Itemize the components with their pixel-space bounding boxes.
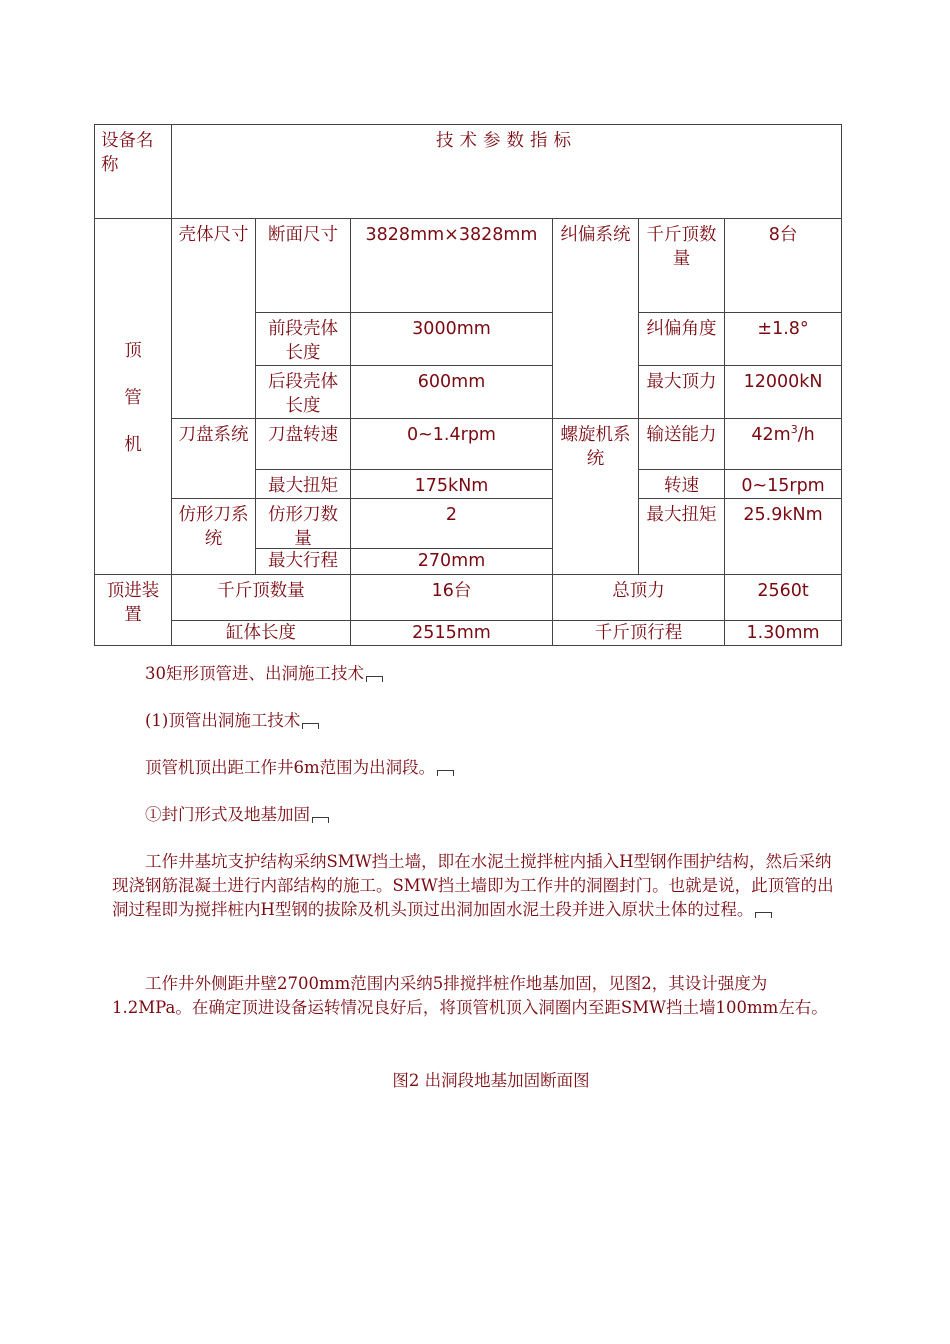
- cutter-speed-label: 刀盘转速: [256, 419, 351, 470]
- paragraph-range: 顶管机顶出距工作井6m范围为出洞段。: [145, 756, 873, 780]
- paragraph-smw: 工作井基坑支护结构采纳SMW挡土墙，即在水泥土搅拌桩内插入H型钢作围护结构，然后采纳现浇钢筋混凝土进行内部结构的施工。SMW挡土墙即为工作井的洞圈封门。也就是说，此顶管的出洞过程即为搅拌桩内H型钢的拔除及机头顶过出洞加固水泥土段并进入原状土体的过程。: [112, 852, 834, 919]
- cutter-speed-value: 0~1.4rpm: [351, 419, 553, 470]
- screw-speed-label: 转速: [639, 470, 725, 499]
- jacking-machine-label: 顶 管 机: [95, 219, 172, 575]
- paragraph-reinforcement: 工作井外侧距井壁2700mm范围内采纳5排搅拌桩作地基加固，见图2，其设计强度为1.2MPa。在确定顶进设备运转情况良好后，将顶管机顶入洞圈内至距SMW挡土墙100mm左右。: [112, 974, 828, 1017]
- cutter-system-label: 刀盘系统: [172, 419, 256, 499]
- max-stroke-value: 270mm: [417, 551, 486, 571]
- device-jack-count-label: 千斤顶数量: [172, 575, 351, 621]
- screw-torque-label: 最大扭矩: [639, 499, 725, 575]
- jacking-device-label: 顶进装置: [95, 575, 172, 646]
- total-force-label: 总顶力: [553, 575, 725, 621]
- screw-speed-value: 0~15rpm: [725, 470, 842, 499]
- copy-cutter-count-label: 仿形刀数量 最大行程: [256, 499, 351, 575]
- deviation-angle-value: ±1.8°: [725, 313, 842, 366]
- paragraph-mark-icon: [312, 817, 329, 823]
- paragraph-mark-icon: [437, 770, 454, 776]
- parameter-table: [94, 124, 842, 646]
- jack-stroke-value: 1.30mm: [725, 621, 842, 646]
- copy-cutter-label: 仿形刀系统: [172, 499, 256, 575]
- front-length-label: 前段壳体长度: [256, 313, 351, 366]
- jack-count-label: 千斤顶数量: [639, 219, 725, 313]
- section-heading: 30矩形顶管进、出洞施工技术: [145, 662, 873, 686]
- header-tech-params: 技术参数指标: [172, 125, 842, 219]
- cylinder-length-label: 缸体长度: [172, 621, 351, 646]
- item-heading: ①封门形式及地基加固: [145, 803, 873, 827]
- rear-length-label: 后段壳体长度: [256, 366, 351, 419]
- paragraph-mark-icon: [302, 723, 319, 729]
- screw-system-label: 螺旋机系统: [553, 419, 639, 575]
- subsection-heading: (1)顶管出洞施工技术: [145, 709, 873, 733]
- max-thrust-label: 最大顶力: [639, 366, 725, 419]
- screw-torque-value: 25.9kNm: [725, 499, 842, 575]
- deviation-angle-label: 纠偏角度: [639, 313, 725, 366]
- cylinder-length-value: 2515mm: [351, 621, 553, 646]
- device-jack-count-value: 16台: [351, 575, 553, 621]
- paragraph-mark-icon: [366, 676, 383, 682]
- max-stroke-label: 最大行程: [268, 551, 338, 571]
- section-size-value: 3828mm×3828mm: [351, 219, 553, 313]
- front-length-value: 3000mm: [351, 313, 553, 366]
- max-thrust-value: 12000kN: [725, 366, 842, 419]
- header-device-name: 设备名称: [95, 125, 172, 219]
- paragraph-mark-icon: [755, 912, 772, 918]
- capacity-label: 输送能力: [639, 419, 725, 470]
- cutter-torque-label: 最大扭矩: [256, 470, 351, 499]
- shell-size-label: 壳体尺寸: [172, 219, 256, 419]
- section-size-label: 断面尺寸: [256, 219, 351, 313]
- capacity-value: $42m^3/h$: [725, 419, 842, 470]
- jack-stroke-label: 千斤顶行程: [553, 621, 725, 646]
- jack-count-value: 8台: [725, 219, 842, 313]
- figure-caption: 图2 出洞段地基加固断面图: [392, 1071, 590, 1090]
- total-force-value: 2560t: [725, 575, 842, 621]
- rear-length-value: 600mm: [351, 366, 553, 419]
- cutter-torque-value: 175kNm: [351, 470, 553, 499]
- deviation-system-label: 纠偏系统: [553, 219, 639, 419]
- copy-cutter-count-value: 2 270mm: [351, 499, 553, 575]
